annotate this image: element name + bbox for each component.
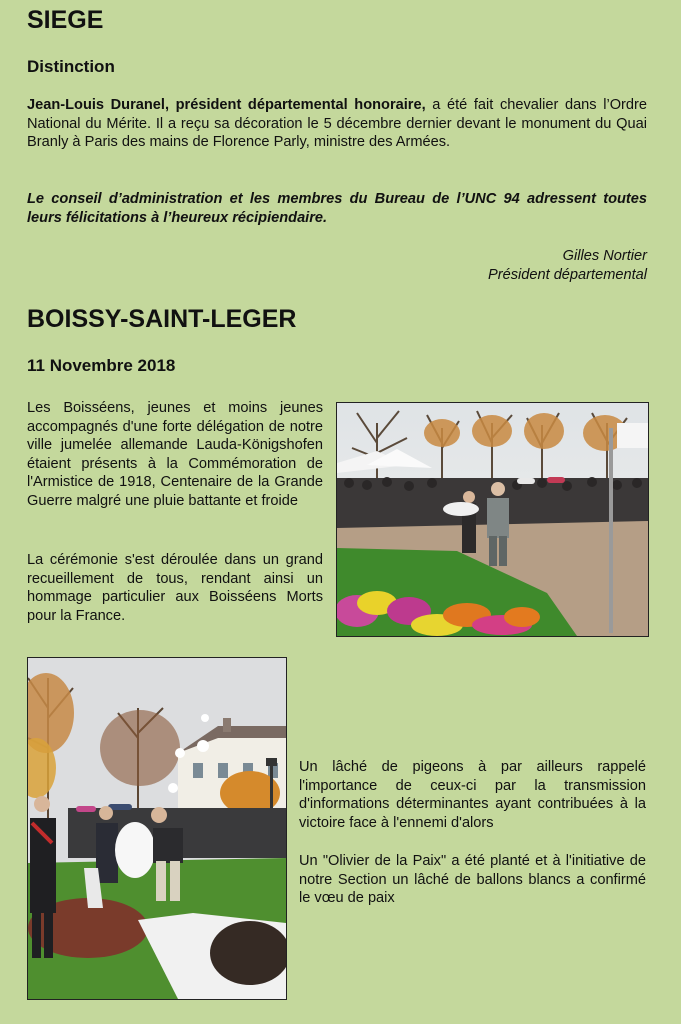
section-title-siege: SIEGE (27, 6, 104, 34)
signature (488, 247, 647, 285)
tree-planting-photo (27, 657, 287, 1000)
siege-paragraph-1 (27, 96, 647, 152)
siege-paragraph-1-bold: Jean-Louis Duranel, président départemental honoraire, (27, 97, 426, 113)
siege-paragraph-1-rest: a été fait chevalier dans l’Ordre National du Mérite. Il a reçu sa décoration le 5 décembre dernier devant le monument du Quai Branly à Paris des mains de Florence Parly, ministre des Armées. (27, 97, 647, 151)
boissy-paragraph-4: Un "Olivier de la Paix" a été planté et à l'initiative de notre Section un lâché de ballons blancs a confirmé le vœu de paix (299, 853, 646, 907)
boissy-paragraph-1: Les Boisséens, jeunes et moins jeunes accompagnés d'une forte délégation de notre ville jumelée allemande Lauda-Königshofen étaient présents à la Commémoration de l'Armistice de 1918, Centenaire de la Grande Guerre malgré une pluie battante et froide (27, 400, 323, 509)
event-date: 11 Novembre 2018 (27, 356, 176, 375)
signature-role: Président départemental (487, 267, 647, 283)
boissy-paragraph-2: La cérémonie s'est déroulée dans un grand recueillement de tous, rendant ainsi un hommage particulier aux Boisséens Morts pour la France. (27, 552, 323, 624)
siege-paragraph-2: Le conseil d’administration et les membres du Bureau de l’UNC 94 adressent toutes leurs félicitations à l’heureux récipiendaire. (27, 191, 647, 226)
signature-name: Gilles Nortier (562, 248, 647, 264)
subtitle-distinction: Distinction (27, 57, 115, 76)
boissy-paragraph-3: Un lâché de pigeons à par ailleurs rappelé l'importance de ceux-ci par la transmission d'informations déterminantes ayant contribuées à la victoire face à l'ennemi d'alors (299, 759, 646, 831)
section-title-boissy: BOISSY-SAINT-LEGER (27, 305, 297, 333)
ceremony-photo (336, 402, 649, 637)
